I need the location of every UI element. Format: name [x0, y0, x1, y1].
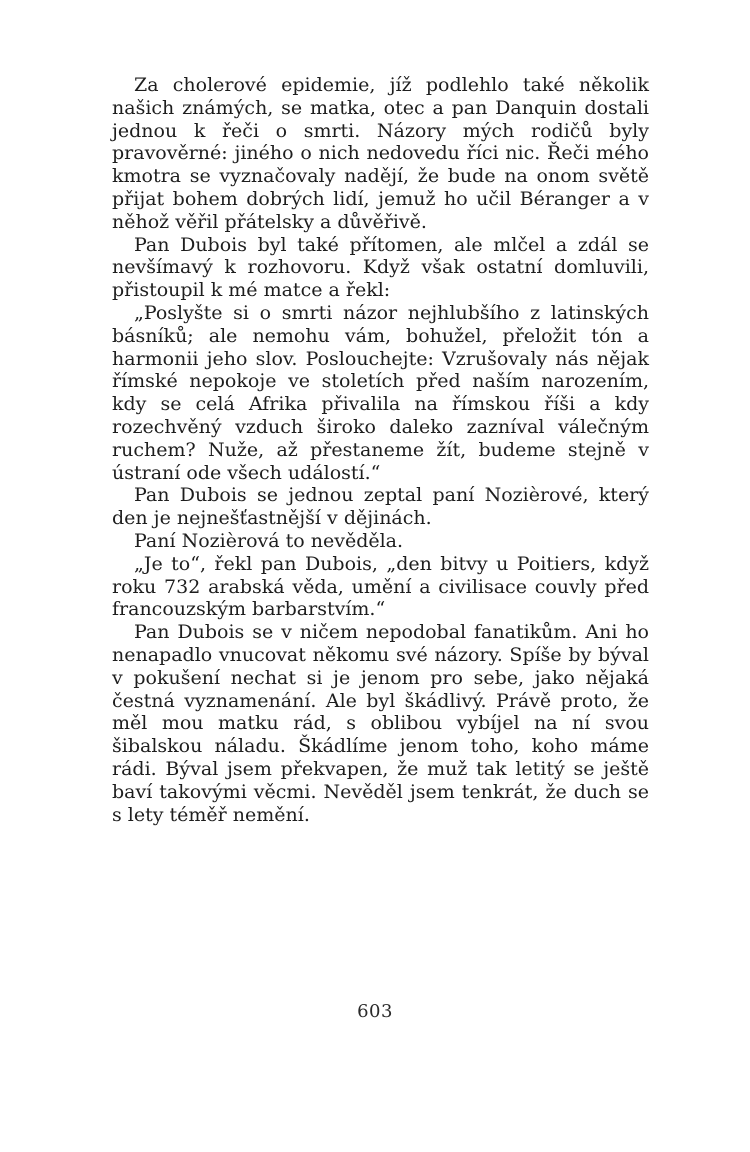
paragraph-7: Pan Dubois se v ničem nepodobal fanatikům. Ani ho nenapadlo vnucovat někomu své názory. Spíše by býval v pokušení nechat si je jenom pro sebe, jako nějaká čestná vyznamenání. Ale byl škádlivý. Právě proto, že měl mou matku rád, s oblibou vybíjel na ní svou šibalskou náladu. Škádlíme jenom toho, koho máme rádi. Býval jsem překvapen, že muž tak letitý se ještě baví takovými věcmi. Nevěděl jsem tenkrát, že duch se s lety téměř nemění.: [112, 621, 649, 826]
paragraph-3-quote: „Poslyšte si o smrti názor nejhlubšího z latinských básníků; ale nemohu vám, bohužel, přeložit tón a harmonii jeho slov. Poslouchejte: Vzrušovaly nás nějak římské nepokoje ve stoletích před naším narozením, kdy se celá Afrika přivalila na římskou říši a kdy rozechvěný vzduch široko daleko zazníval válečným ruchem? Nuže, až přestaneme žít, budeme stejně v ústraní ode všech událostí.“: [112, 301, 649, 484]
paragraph-1: Za cholerové epidemie, jíž podlehlo také několik našich známých, se matka, otec a pan Danquin dostali jednou k řeči o smrti. Názory mých rodičů byly pravověrné: jiného o nich nedovedu říci nic. Řeči mého kmotra se vyznačovaly nadějí, že bude na onom světě přijat bohem dobrých lidí, jemuž ho učil Béranger a v něhož věřil přátelsky a důvěřivě.: [112, 74, 649, 233]
paragraph-6-quote: „Je to“, řekl pan Dubois, „den bitvy u Poitiers, když roku 732 arabská věda, umění a civilisace couvly před francouzským barbarstvím.“: [112, 552, 649, 621]
paragraph-5: Paní Nozièrová to nevěděla.: [134, 529, 404, 552]
paragraph-4: Pan Dubois se jednou zeptal paní Nozièrové, který den je nejnešťastnější v dějinách.: [112, 484, 649, 530]
page-number: 603: [357, 1001, 393, 1022]
body-text: [112, 74, 649, 826]
paragraph-2: Pan Dubois byl také přítomen, ale mlčel a zdál se nevšímavý k rozhovoru. Když však ostatní domluvili, přistoupil k mé matce a řekl:: [112, 233, 649, 302]
